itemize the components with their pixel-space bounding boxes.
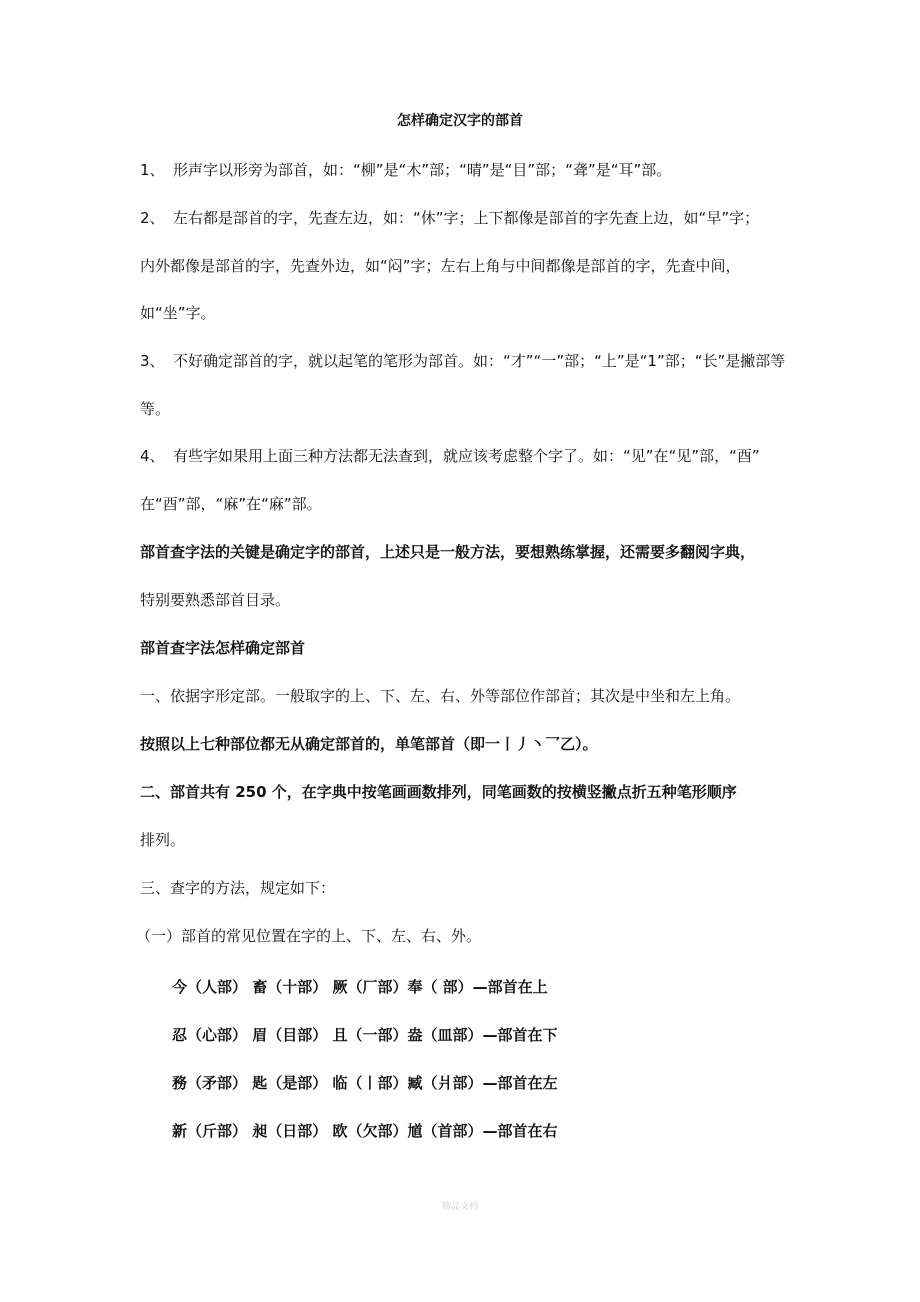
item-number: 1、 <box>140 161 165 179</box>
rule-line-6: （一）部首的常见位置在字的上、下、左、右、外。 <box>136 927 482 945</box>
rule-line-3: 二、部首共有 250 个，在字典中按笔画画数排列，同笔画数的按横竖撇点折五种笔形顺序 <box>140 783 737 801</box>
item-3 <box>140 351 785 371</box>
item-number: 4、 <box>140 447 165 465</box>
example-row-left: 務（矛部） 匙（是部） 临（丨部）臧（爿部）—部首在左 <box>172 1074 558 1092</box>
rule-line-1: 一、依据字形定部。一般取字的上、下、左、右、外等部位作部首；其次是中坐和左上角。 <box>140 687 741 705</box>
item-number: 3、 <box>140 352 165 370</box>
item-number: 2、 <box>140 209 165 227</box>
key-note-line-2: 特别要熟悉部首目录。 <box>140 591 291 609</box>
example-row-top: 今（人部） 畜（十部） 厥（厂部）奉（ 部）—部首在上 <box>172 978 548 996</box>
item-text: 形声字以形旁为部首，如：“柳”是“木”部；“晴”是“目”部；“聋”是“耳”部。 <box>173 161 672 179</box>
item-text: 有些字如果用上面三种方法都无法查到，就应该考虑整个字了。如：“见”在“见”部，“酉” <box>173 447 760 465</box>
item-2-cont-1: 内外都像是部首的字，先查外边，如“闷”字；左右上角与中间都像是部首的字，先查中间， <box>140 257 741 275</box>
item-2-cont-2: 如“坐”字。 <box>140 304 216 322</box>
rule-line-5: 三、查字的方法，规定如下： <box>140 879 336 897</box>
item-3-cont-1: 等。 <box>140 400 171 418</box>
section-title: 部首查字法怎样确定部首 <box>140 639 306 657</box>
item-4-cont-1: 在“酉”部，“麻”在“麻”部。 <box>140 495 322 513</box>
item-text: 不好确定部首的字，就以起笔的笔形为部首。如：“才”“一”部；“上”是“1”部；“长”是撇部等 <box>173 352 786 370</box>
page-footer: 精品文档 <box>441 1202 478 1212</box>
key-note-line-1: 部首查字法的关键是确定字的部首，上述只是一般方法，要想熟练掌握，还需要多翻阅字典， <box>140 543 756 561</box>
example-row-right: 新（斤部） 昶（日部） 欧（欠部）馗（首部）—部首在右 <box>172 1122 558 1140</box>
page-title: 怎样确定汉字的部首 <box>397 113 523 129</box>
item-text: 左右都是部首的字，先查左边，如：“休”字；上下都像是部首的字先查上边，如“早”字； <box>173 209 760 227</box>
item-2 <box>140 208 759 228</box>
rule-line-4: 排列。 <box>140 831 186 849</box>
item-1 <box>140 160 671 180</box>
example-row-bottom: 忍（心部） 眉（目部） 且（一部）盎（皿部）—部首在下 <box>172 1026 558 1044</box>
item-4 <box>140 446 760 466</box>
rule-line-2: 按照以上七种部位都无从确定部首的，单笔部首（即一丨丿丶乛乙）。 <box>140 735 598 753</box>
